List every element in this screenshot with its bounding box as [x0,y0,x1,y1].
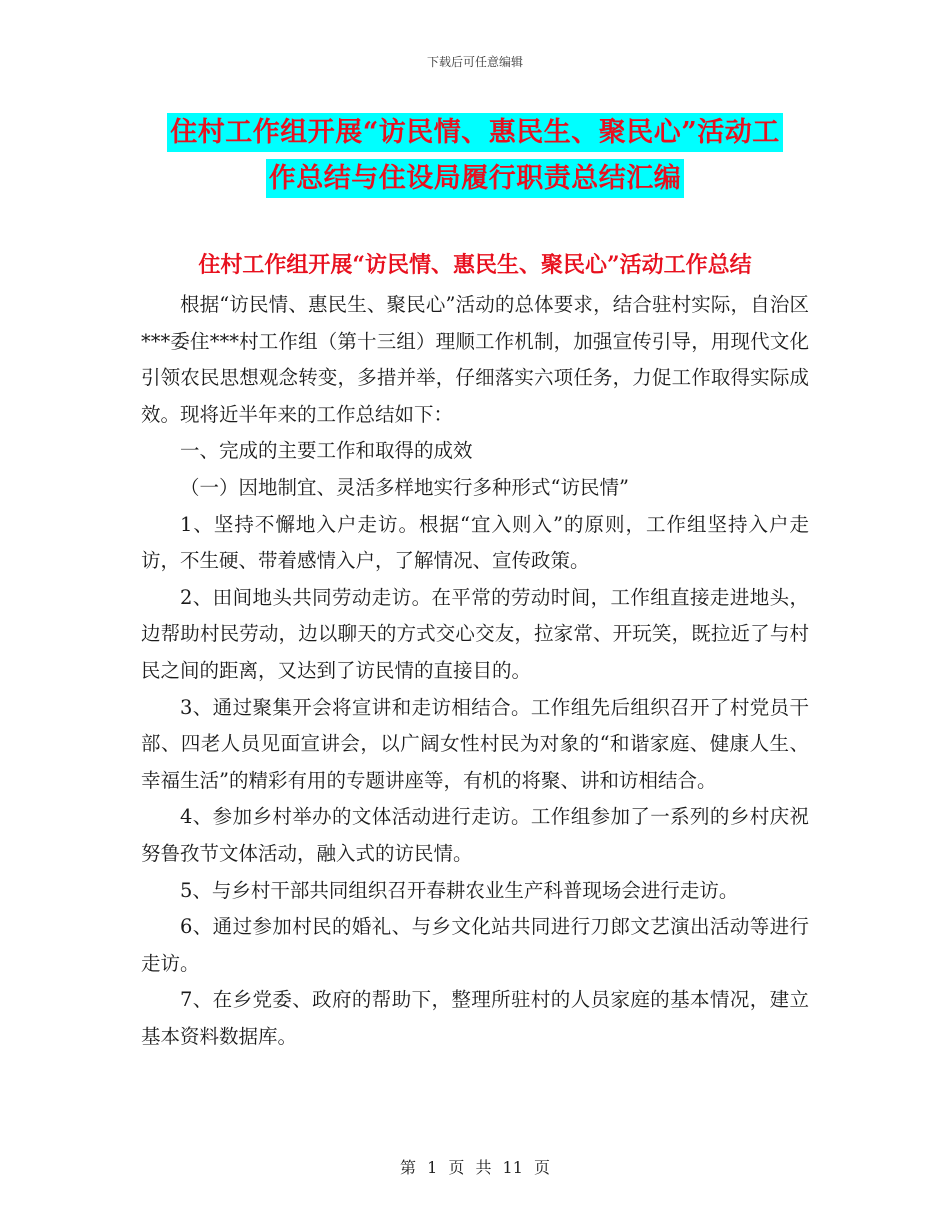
header-note: 下载后可任意编辑 [426,55,523,69]
paragraph: 根据“访民情、惠民生、聚民心”活动的总体要求，结合驻村实际，自治区***委住***村工作组（第十三组）理顺工作机制，加强宣传引导，用现代文化引领农民思想观念转变，多措并举，仔细落实六项任务，力促工作取得实际成效。现将近半年来的工作总结如下： [141,293,809,426]
paragraph: 7、在乡党委、政府的帮助下，整理所驻村的人员家庭的基本情况，建立基本资料数据库。 [141,988,809,1048]
paragraph: 2、田间地头共同劳动走访。在平常的劳动时间，工作组直接走进地头，边帮助村民劳动，边以聊天的方式交心交友，拉家常、开玩笑，既拉近了与村民之间的距离，又达到了访民情的直接目的。 [141,585,809,682]
section-title: 住村工作组开展“访民情、惠民生、聚民心”活动工作总结 [198,252,752,278]
paragraph: 一、完成的主要工作和取得的成效 [180,439,473,463]
document-title-text-2: 作总结与住设局履行职责总结汇编 [266,159,685,198]
paragraph: 3、通过聚集开会将宣讲和走访相结合。工作组先后组织召开了村党员干部、四老人员见面宣讲会，以广阔女性村民为对象的“和谐家庭、健康人生、幸福生活”的精彩有用的专题讲座等，有机的将聚、讲和访相结合。 [141,695,809,792]
document-title-text-1: 住村工作组开展“访民情、惠民生、聚民心”活动工 [167,113,783,152]
paragraph: （一）因地制宜、灵活多样地实行多种形式“访民情” [180,475,629,499]
paragraph: 6、通过参加村民的婚礼、与乡文化站共同进行刀郎文艺演出活动等进行走访。 [141,915,809,975]
document-title-line-1 [0,110,950,149]
page-footer: 第 1 页 共 11 页 [400,1158,550,1177]
paragraph: 5、与乡村干部共同组织召开春耕农业生产科普现场会进行走访。 [180,878,739,902]
paragraph: 4、参加乡村举办的文体活动进行走访。工作组参加了一系列的乡村庆祝努鲁孜节文体活动，融入式的访民情。 [141,805,809,865]
paragraph: 1、坚持不懈地入户走访。根据“宜入则入”的原则，工作组坚持入户走访，不生硬、带着感情入户，了解情况、宣传政策。 [141,512,809,573]
body-text [141,287,809,1055]
document-title-line-2 [0,156,950,195]
